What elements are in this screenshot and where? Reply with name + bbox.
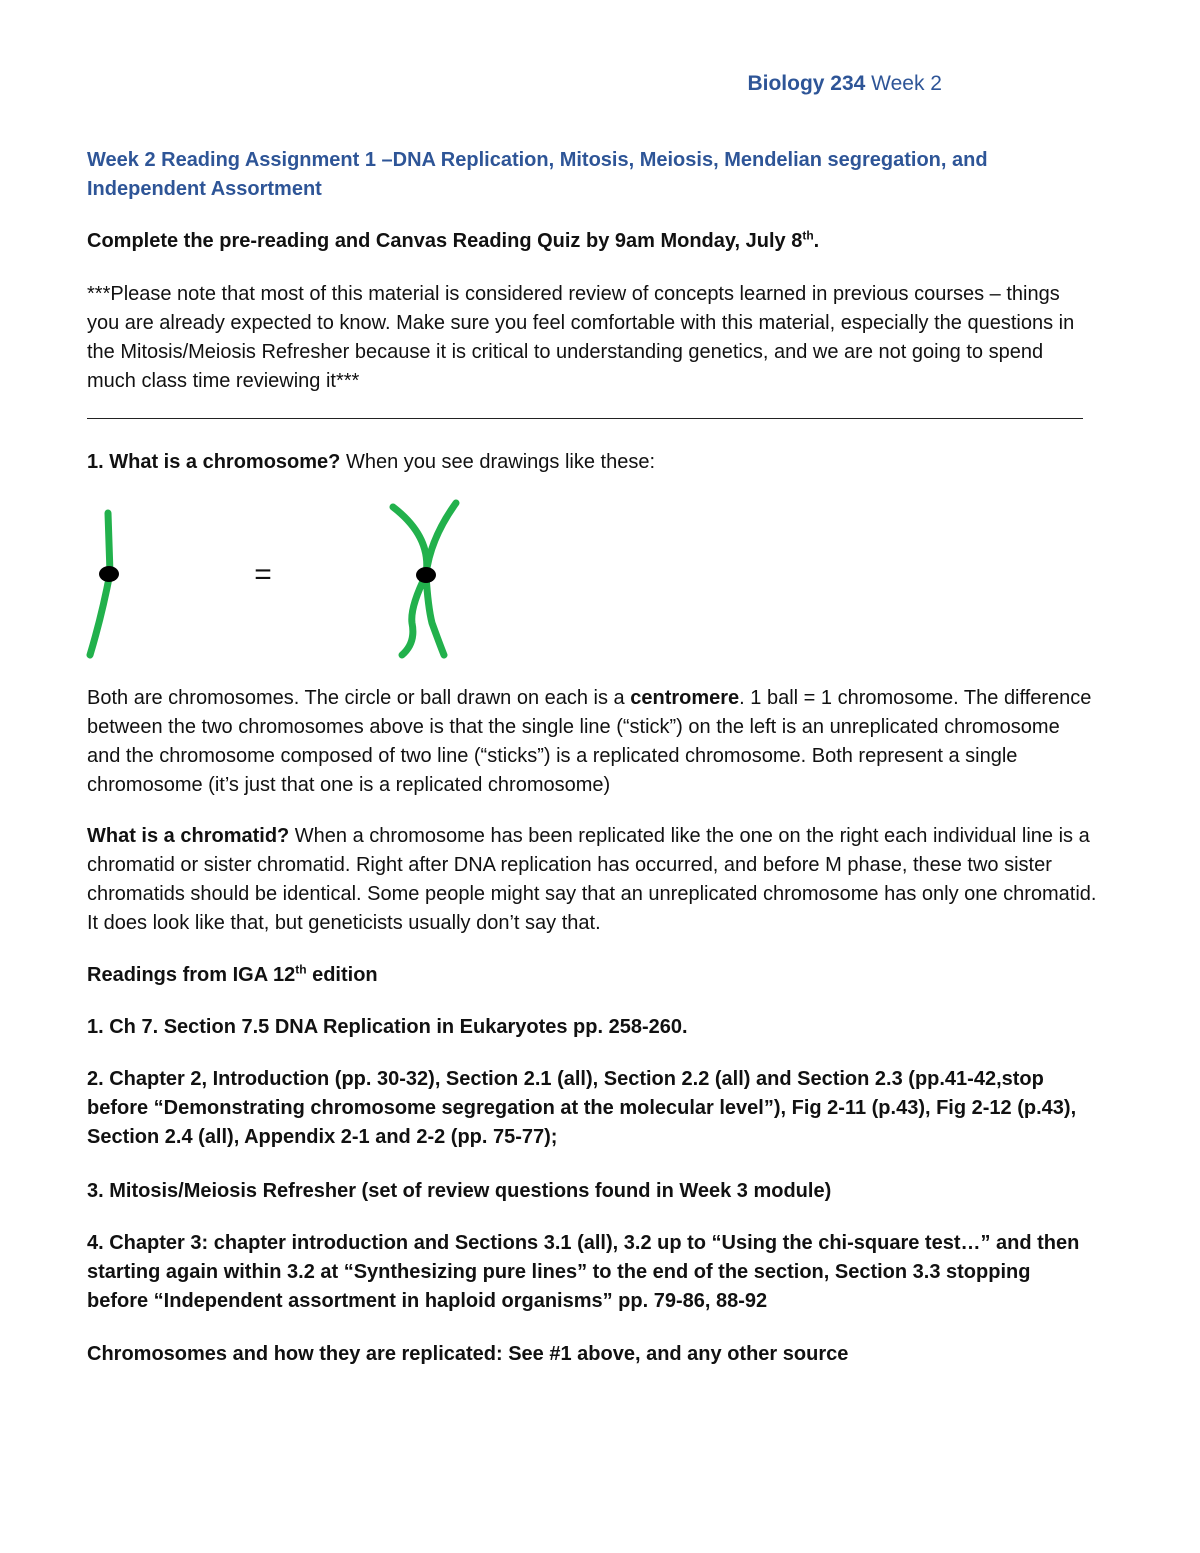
course-name: Biology 234: [747, 72, 866, 95]
explanation-part2: . 1 ball = 1 chromosome. The difference between the two chromosomes above is that the single line (“stick”) on the left is an unreplicated chromosome and the chromosome composed of two line (“sticks”) is a replicated chromosome. Both represent a single chromosome (it’s just that one is a replicated chromosome): [87, 687, 1092, 796]
explanation-paragraph: [87, 684, 1097, 800]
explanation-part1: Both are chromosomes. The circle or ball drawn on each is a: [87, 687, 631, 709]
reading-item-2: 2. Chapter 2, Introduction (pp. 30-32), Section 2.1 (all), Section 2.2 (all) and Section 2.3 (pp.41-42,stop before “Demonstrating chromosome segregation at the molecular level”), Fig 2-11 (p.43), Fig 2-12 (p.43), Section 2.4 (all), Appendix 2-1 and 2-2 (pp. 75-77);: [87, 1068, 1077, 1148]
reading-item-1: 1. Ch 7. Section 7.5 DNA Replication in Eukaryotes pp. 258-260.: [87, 1016, 688, 1038]
page-header: [747, 72, 942, 96]
readings-heading-sup: th: [295, 962, 307, 977]
chromosome-figure: [80, 495, 480, 665]
question-1-heading: 1. What is a chromosome?: [87, 451, 341, 473]
horizontal-divider: [87, 418, 1083, 419]
deadline-text: Complete the pre-reading and Canvas Reading Quiz by 9am Monday, July 8: [87, 230, 803, 252]
reading-item-3: 3. Mitosis/Meiosis Refresher (set of review questions found in Week 3 module): [87, 1180, 832, 1202]
deadline-sup: th: [802, 228, 814, 243]
centromere-dot-left: [99, 566, 119, 582]
review-note: ***Please note that most of this material is considered review of concepts learned in previous courses – things you are already expected to know. Make sure you feel comfortable with this material, especially the questions in the Mitosis/Meiosis Refresher because it is critical to understanding genetics, and we are not going to spend much class time reviewing it***: [87, 283, 1075, 392]
deadline-end: .: [813, 230, 820, 252]
closing-line: Chromosomes and how they are replicated: See #1 above, and any other source: [87, 1343, 849, 1365]
unreplicated-chromosome: [90, 513, 119, 655]
chromatid-heading: What is a chromatid?: [87, 825, 290, 847]
chromatid-text: When a chromosome has been replicated like the one on the right each individual line is a chromatid or sister chromatid. Right after DNA replication has occurred, and before M phase, these two sister chromatids should be identical. Some people might say that an unreplicated chromosome has only one chromatid. It does look like that, but geneticists usually don’t say that.: [87, 825, 1097, 934]
readings-heading-post: edition: [306, 964, 378, 986]
assignment-title: Week 2 Reading Assignment 1 –DNA Replication, Mitosis, Meiosis, Mendelian segregation, and Independent Assortment: [87, 149, 988, 200]
centromere-dot-right: [416, 567, 436, 583]
chromatid-paragraph: [87, 822, 1097, 938]
equals-sign: =: [254, 558, 272, 591]
question-1: [87, 448, 1097, 477]
chromatid-stick-left: [90, 513, 110, 655]
readings-heading-pre: Readings from IGA 12: [87, 964, 296, 986]
centromere-term: centromere: [630, 687, 740, 709]
replicated-chromosome: [393, 503, 456, 655]
question-1-text: When you see drawings like these:: [340, 451, 655, 473]
week-label: Week 2: [871, 72, 942, 95]
readings-heading: [87, 961, 1097, 990]
reading-item-4: 4. Chapter 3: chapter introduction and Sections 3.1 (all), 3.2 up to “Using the chi-square test…” and then starting again within 3.2 at “Synthesizing pure lines” to the end of the section, Section 3.3 stopping before “Independent assortment in haploid organisms” pp. 79-86, 88-92: [87, 1232, 1080, 1312]
deadline-paragraph: [87, 227, 1097, 256]
